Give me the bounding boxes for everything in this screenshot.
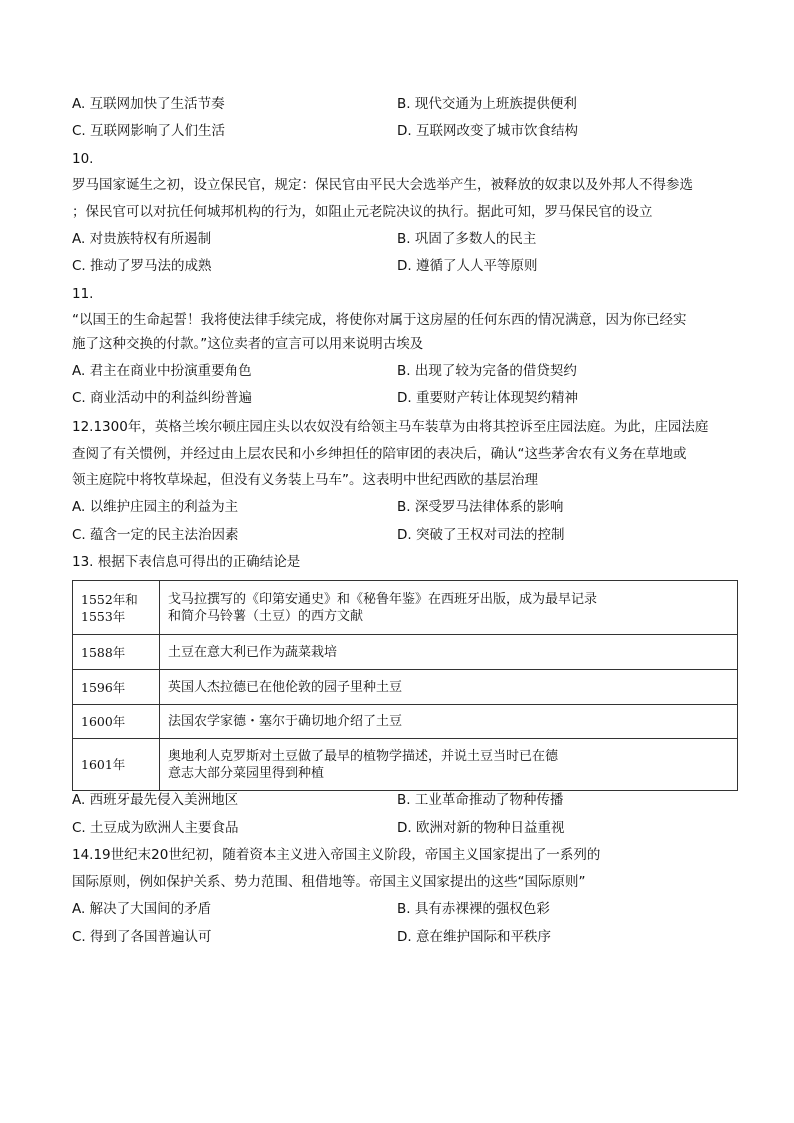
q11-option-a[interactable]: A. 君主在商业中扮演重要角色 (72, 363, 252, 379)
q12-option-c[interactable]: C. 蕴含一定的民主法治因素 (72, 527, 239, 543)
q14-option-c[interactable]: C. 得到了各国普遍认可 (72, 929, 212, 945)
q12-option-b[interactable]: B. 深受罗马法律体系的影响 (397, 499, 564, 515)
q14-option-d[interactable]: D. 意在维护国际和平秩序 (397, 929, 551, 945)
q11-stem-line-2: 施了这种交换的付款。”这位卖者的宣言可以用来说明古埃及 (72, 336, 424, 352)
table-cell-text (160, 581, 738, 635)
table-cell-year: 1588年 (73, 635, 160, 670)
q9-options-row-2 (72, 122, 732, 140)
q10-option-b[interactable]: B. 巩固了多数人的民主 (397, 231, 537, 247)
q13-option-b[interactable]: B. 工业革命推动了物种传播 (397, 792, 564, 808)
q12-options-row-1 (72, 498, 732, 516)
table-cell-year: 1596年 (73, 670, 160, 705)
text-line: 戈马拉撰写的《印第安通史》和《秘鲁年鉴》在西班牙出版，成为最早记录 (168, 591, 598, 607)
q9-option-d[interactable]: D. 互联网改变了城市饮食结构 (397, 123, 578, 139)
q9-options-row-1 (72, 95, 732, 113)
q13-option-a[interactable]: A. 西班牙最先侵入美洲地区 (72, 792, 239, 808)
q13-stem: 13. 根据下表信息可得出的正确结论是 (72, 554, 301, 570)
table-cell-text: 英国人杰拉德已在他伦敦的园子里种土豆 (160, 670, 738, 705)
q13-table (72, 580, 738, 791)
q14-stem-line-1: 14.19世纪末20世纪初，随着资本主义进入帝国主义阶段，帝国主义国家提出了一系列的 (72, 847, 601, 863)
text-line: 奥地利人克罗斯对土豆做了最早的植物学描述，并说土豆当时已在德 (168, 748, 559, 764)
table-row (73, 705, 738, 739)
q11-option-c[interactable]: C. 商业活动中的利益纠纷普遍 (72, 390, 253, 406)
q12-stem-line-2: 查阅了有关惯例，并经过由上层农民和小乡绅担任的陪审团的表决后，确认“这些茅舍农有义务在草地或 (72, 446, 687, 462)
q10-stem-line-1: 罗马国家诞生之初，设立保民官，规定：保民官由平民大会选举产生，被释放的奴隶以及外邦人不得参选 (72, 177, 693, 193)
table-cell-year (73, 581, 160, 635)
table-cell-text: 土豆在意大利已作为蔬菜栽培 (160, 635, 738, 670)
q11-option-d[interactable]: D. 重要财产转让体现契约精神 (397, 390, 578, 406)
table-cell-text: 法国农学家德・塞尔于确切地介绍了土豆 (160, 705, 738, 739)
q9-option-a[interactable]: A. 互联网加快了生活节奏 (72, 96, 225, 112)
q13-option-d[interactable]: D. 欧洲对新的物种日益重视 (397, 820, 565, 836)
table-row (73, 670, 738, 705)
q10-option-a[interactable]: A. 对贵族特权有所遏制 (72, 231, 212, 247)
q10-stem-line-2: ；保民官可以对抗任何城邦机构的行为，如阻止元老院决议的执行。据此可知，罗马保民官的设立 (72, 204, 653, 220)
q12-options-row-2 (72, 526, 732, 544)
q11-option-b[interactable]: B. 出现了较为完备的借贷契约 (397, 363, 577, 379)
q10-option-d[interactable]: D. 遵循了人人平等原则 (397, 258, 538, 274)
table-cell-year: 1600年 (73, 705, 160, 739)
q12-option-a[interactable]: A. 以维护庄园主的利益为主 (72, 499, 239, 515)
q11-options-row-1 (72, 362, 732, 380)
q10-option-c[interactable]: C. 推动了罗马法的成熟 (72, 258, 212, 274)
table-row (73, 739, 738, 791)
year-line: 1553年 (81, 608, 126, 624)
q13-options-row-2 (72, 819, 732, 837)
q12-stem-line-3: 领主庭院中将牧草垛起，但没有义务装上马车”。这表明中世纪西欧的基层治理 (72, 472, 538, 488)
q9-option-c[interactable]: C. 互联网影响了人们生活 (72, 123, 226, 139)
q14-stem-line-2: 国际原则，例如保护关系、势力范围、租借地等。帝国主义国家提出的这些“国际原则” (72, 874, 586, 890)
q11-number: 11. (72, 286, 94, 302)
q14-option-b[interactable]: B. 具有赤裸裸的强权色彩 (397, 901, 550, 917)
q11-stem-line-1: “以国王的生命起誓！我将使法律手续完成，将使你对属于这房屋的任何东西的情况满意，因为你已经实 (72, 312, 687, 328)
q12-stem-line-1: 12.1300年，英格兰埃尔顿庄园庄头以农奴没有给领主马车装草为由将其控诉至庄园法庭。为此，庄园法庭 (72, 419, 709, 435)
q14-options-row-2 (72, 928, 732, 946)
q9-option-b[interactable]: B. 现代交通为上班族提供便利 (397, 96, 577, 112)
q14-options-row-1 (72, 900, 732, 918)
q10-options-row-2 (72, 257, 732, 275)
q12-option-d[interactable]: D. 突破了王权对司法的控制 (397, 527, 565, 543)
q13-option-c[interactable]: C. 土豆成为欧洲人主要食品 (72, 820, 239, 836)
q13-options-row-1 (72, 791, 732, 809)
q14-option-a[interactable]: A. 解决了大国间的矛盾 (72, 901, 212, 917)
text-line: 和简介马铃薯（土豆）的西方文献 (168, 608, 364, 624)
q10-options-row-1 (72, 230, 732, 248)
q11-options-row-2 (72, 389, 732, 407)
table-row (73, 635, 738, 670)
q10-number: 10. (72, 151, 94, 167)
text-line: 意志大部分菜园里得到种植 (168, 765, 325, 781)
table-cell-text (160, 739, 738, 791)
table-cell-year: 1601年 (73, 739, 160, 791)
table-row (73, 581, 738, 635)
year-line: 1552年和 (81, 591, 138, 607)
